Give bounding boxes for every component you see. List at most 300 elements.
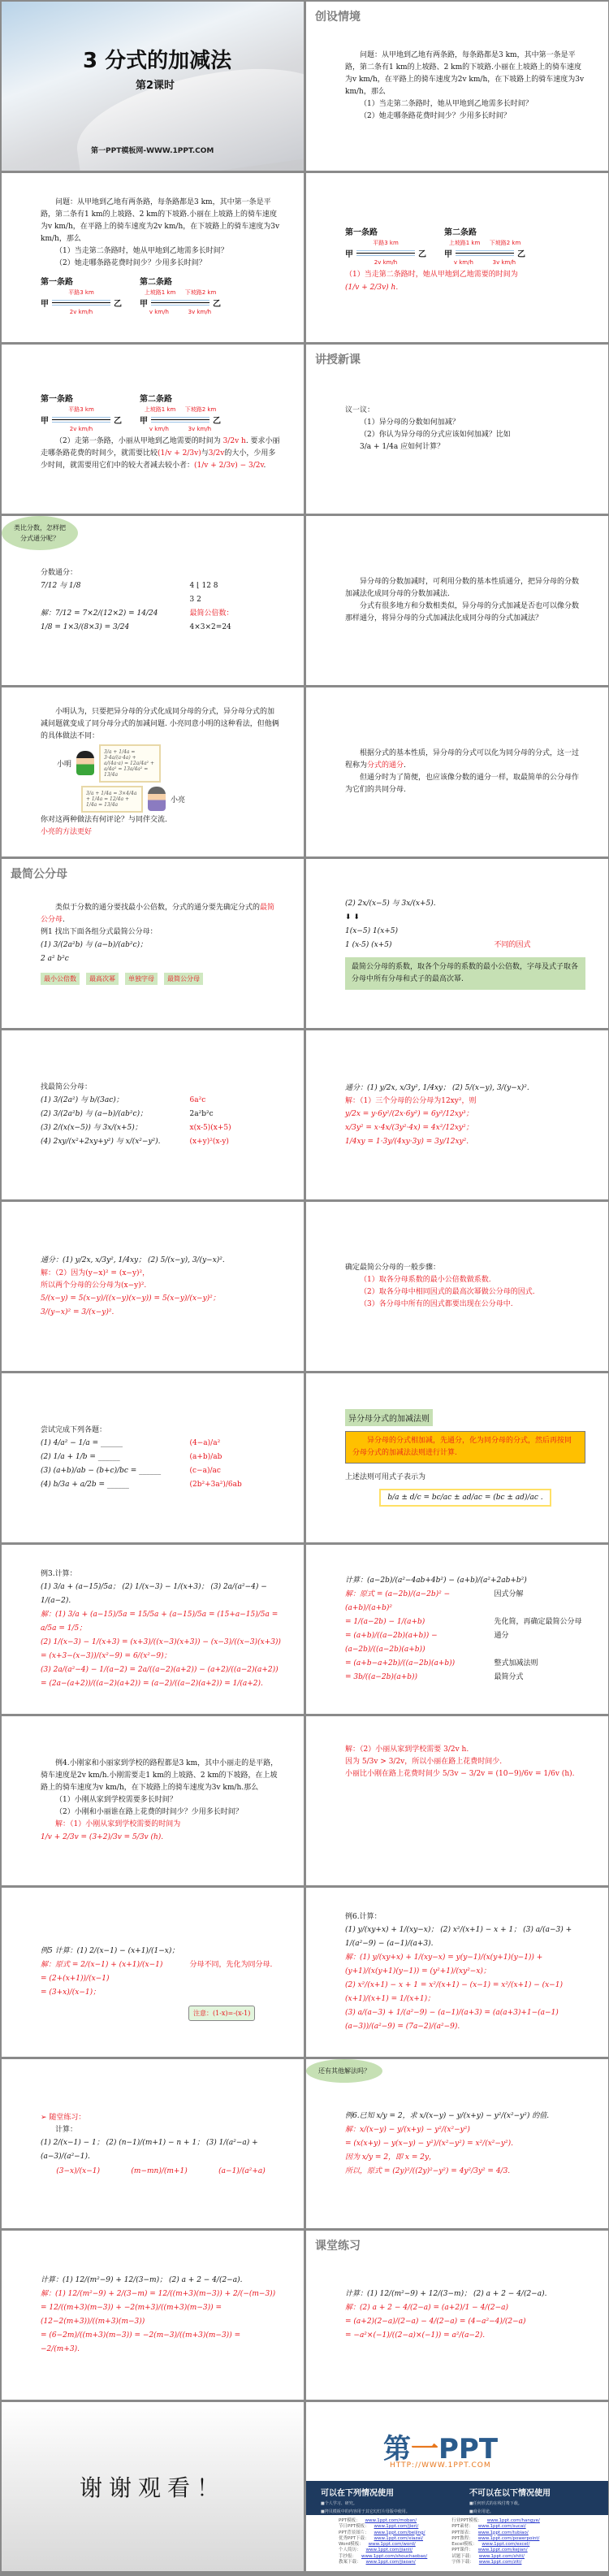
road-line [140,297,221,309]
text-line: 例4.小刚家和小丽家到学校的路程都是3 km，其中小丽走的是平路，骑车速度是2v km/h.小刚需要走1 km的上坡路、2 km的下坡路，在上坡路上的骑车速度为v km/h，在下坡路上的骑车速度为3v km/h.那么 [41,1759,279,1792]
yellow-box: 异分母的分式相加减，先通分，化为同分母的分式，然后再按同分母分式的加减法法则进行计算. [345,1431,585,1464]
formula: 计算：(1) 12/(m²−9) + 12/(3−m)； (2) a + 2 − 4/(2−a). [41,2276,243,2284]
road-bottom-label [140,426,221,432]
annotation: 2a²b²c [189,1109,214,1118]
annotation: 因式分解 [494,1590,524,1598]
text-line: 解：（1）三个分母的公分母为12xy²，则 [345,1096,477,1105]
formula: (1) 3/(2a²b) 与 (a−b)/(ab²c)； [41,941,148,949]
label: 上坡路1 km [144,405,176,413]
formula: 计算：(1) 12/(m²−9) + 12/(3−m)； (2) a + 2 − 4/(2−a). [345,2290,547,2298]
formula: (3) (a+b)/ab − (b+c)/bc = ______ [41,1466,162,1475]
start-point: 甲 [140,416,148,426]
link-column [339,2518,427,2565]
text-line: ➢ 随堂练习： [41,2114,86,2122]
label-box: 异分母分式的加减法则 [345,1409,433,1426]
end-point: 乙 [418,250,426,259]
text-line: 找最简公分母： [41,1082,93,1091]
answer: (m−mn)/(m+1) [131,2167,188,2175]
logo-part: PPT [438,2433,499,2465]
thanks-text: 谢谢观看！ [79,2474,226,2501]
link-row [451,2560,540,2565]
road-top-label [444,239,525,247]
cannot-use [469,2486,594,2514]
link[interactable]: www.1ppt.com/word/ [368,2542,416,2548]
formula: (1) 3/(2a²) 与 b/(3ac)； [41,1095,123,1104]
link-row [451,2524,540,2530]
slide-body [41,2231,281,2400]
link-label: PPT课件： [451,2548,473,2553]
text-run: . [263,461,266,470]
annotation: 4 ⌊ 12 8 [189,581,218,590]
road-1 [41,275,122,315]
link[interactable]: www.1ppt.com/jianli/ [365,2548,413,2553]
answer: (a−1)/(a²+a) [218,2167,266,2175]
text-run: 3/2v h [222,436,246,445]
answer-row [41,2167,281,2175]
slide-28[interactable] [306,2231,608,2400]
paragraph [41,902,281,926]
slide-body [41,1373,281,1542]
answer: (3−x)/(x−1) [56,2167,100,2175]
usage-band [306,2481,608,2515]
text-run: 的大小，少用多少时间，就需要用它们中的较大者减去较小者： [41,449,276,470]
road-top-label [140,405,221,414]
formula-row [41,593,281,607]
formula-row [41,579,281,593]
link-label: Excel模板： [451,2542,477,2548]
start-point: 甲 [444,250,452,259]
link-label: PPT模板： [339,2518,361,2523]
link-row [339,2524,427,2530]
slide-2[interactable] [306,2,608,171]
formula: = (x(x+y) − y(x−y) − y²)/(x²−y²) = x²/(x²−y²). [345,2139,513,2148]
link-row [451,2554,540,2560]
text-run: 分式的通分 [367,761,404,770]
text-line: （2）你认为异分母的分式应该如何加减？比如 [360,431,511,439]
text-line: （1）当走第二条路时，她从甲地到乙地需要的时间为 [345,271,518,279]
slide-heading: 创设情境 [315,11,361,24]
slide-9[interactable] [2,687,304,856]
formula-row [345,1629,585,1657]
text-line: 小丽比小刚在路上花费时间少 5/3v − 3/2v = (10−9)/6v = 1/6v (h). [345,1770,575,1778]
link[interactable]: www.1ppt.com/powerpoint/ [477,2535,540,2541]
formula: 7/12 与 1/8 [41,581,81,590]
slide-14[interactable] [306,1030,608,1199]
link-list [339,2518,592,2565]
annotation: 6a²c [189,1095,206,1104]
text-run: 3/2v [208,449,225,458]
link[interactable]: www.1ppt.com/jiaoan/ [365,2560,416,2565]
text-line: 上述法则可用式子表示为 [345,1473,426,1481]
text-run: 根据分式的基本性质，异分母的分式可以化为同分母的分式，这一过程称为 [345,749,580,770]
slide-heading: 课堂练习 [315,2240,361,2253]
formula-row [41,1478,281,1492]
formula: (1) y/(xy+x) + 1/(xy−x)； (2) x²/(x+1) − x + 1； (3) a/(a−3) + 1/(a²−9) − (a−1)/(a+3). [345,1925,572,1948]
formula: = 1/(a−2b) − 1/(a+b) [345,1618,425,1626]
slide-7[interactable] [2,516,304,685]
formula: = (6−2m)/((m+3)(m−3)) = −2(m−3)/((m+3)(m−3)) = −2/(m+3). [41,2331,241,2353]
start-point: 甲 [140,300,148,309]
text-line: 分式有很多地方和分数相类似，异分母的分式加减是否也可以像分数那样通分，将异分母的分式加减法化成同分母的分式加减法？ [345,602,580,622]
road-bottom-label [41,309,122,315]
link-label: PPT教程： [451,2535,473,2541]
label: v km/h [149,425,169,432]
formula: 因为 x/y = 2，即 x = 2y， [345,2153,437,2162]
logo-url: HTTP://WWW.1PPT.COM [390,2461,491,2470]
annotation: 分母不同，先化为同分母. [189,1961,273,1969]
annotation: 先化简，再确定最简公分母 [494,1618,582,1626]
can-use-item: ■个人学习、研究。 [321,2501,357,2506]
slide-23[interactable] [2,1888,304,2057]
solution-board: 3/a + 1/4a = 3×4/4a + 1/4a = 12/4a + 1/4a = 13/4a [81,786,143,813]
answer: 最小公倍数 [41,973,80,985]
formula-row [345,1671,585,1685]
slide-18[interactable] [306,1373,608,1542]
text-line: （1）当走第二条路时，她从甲地到乙地需多长时间？ [360,100,533,108]
annotation: (4−a)/a² [189,1438,221,1447]
slide-body [41,1202,281,1371]
annotation: (c−a)/ac [189,1466,221,1475]
link[interactable]: www.1ppt.com/jieri/ [374,2524,419,2530]
annotation: x(x-5)(x+5) [189,1123,231,1132]
road-diagram [41,275,281,315]
solution-board: 3/a + 1/4a = 3·4a/(a·4a) + a/(4a·a) = 12a/4a² + a/4a² = 13a/4a² = 13/4a [99,744,161,783]
road-line [41,414,122,426]
formula: = 12/((m+3)(m−3)) + −2(m+3)/((m+3)(m−3)) = (12−2(m+3))/((m+3)(m−3)) [41,2304,222,2326]
text-line: 尝试完成下列各题： [41,1425,107,1434]
link-label: 优秀PPT下载： [339,2535,369,2541]
link-row [339,2554,427,2560]
road-diagram [41,392,281,432]
link[interactable]: www.1ppt.com/moban/ [365,2518,417,2523]
road-top-label [41,405,122,414]
formula: 5/(x−y) = 5(x−y)/((x−y)(x−y)) = 5(x−y)/(x−y)²； [41,1294,220,1303]
label: 2v km/h [69,425,93,432]
formula-row [41,1437,281,1451]
formula-row [345,1588,585,1615]
label: 平路3 km [68,405,94,413]
formula: = (x+3−(x−3))/(x²−9) = 6/(x²−9)； [41,1651,171,1660]
link-label: PPT素材： [451,2524,473,2530]
annotation: 整式加减法则 [494,1659,538,1667]
thought-bubble: 还有其他解法吗？ [306,2059,382,2083]
formula-row [41,1121,281,1135]
formula: (2) 2x/(x−5) 与 3x/(x+5). [345,900,436,908]
formula: x/3y² = x·4x/(3y²·4x) = 4x²/12xy²； [345,1123,473,1132]
answer: 单独字母 [125,973,158,985]
answer: 最简公分母 [164,973,203,985]
text-run: . 要求小丽走哪条路花费的时间少，就需要比较 [41,436,280,458]
text-line: 异分母的分数加减时，可利用分数的基本性质通分，把异分母的分数加减法化成同分母的分数加减法. [345,578,580,598]
road-title: 第二条路 [444,228,477,237]
formula-row [345,939,585,952]
text-line: 3/a + 1/4a 应如何计算？ [360,443,445,451]
slide-body [41,1888,281,2057]
link[interactable]: www.1ppt.com/shiti/ [478,2553,525,2559]
slide-3[interactable] [2,173,304,342]
link[interactable]: www.1ppt.com/tubiao/ [477,2530,529,2535]
formula: (2) 3/(2a²b) 与 (a−b)/(ab²c)； [41,1109,148,1118]
slide-16[interactable] [306,1202,608,1371]
slide-body [345,859,585,1028]
road-bar [151,300,209,306]
formula: = (a+b)/((a−2b)(a+b)) − (a−2b)/((a−2b)(a+b)) [345,1632,438,1654]
text-line: （3）各分母中所有的因式都要出现在公分母中. [360,1300,513,1308]
text-line: 因为 5/3v > 3/2v，所以小丽在路上花费时间少. [345,1758,503,1766]
formula: ⬇ ⬇ [345,913,360,922]
logo-part: 第 [383,2433,411,2465]
paragraph [41,436,281,472]
slide-12[interactable] [306,859,608,1028]
annotation: 最简公倍数： [189,609,234,618]
slide-body [41,345,281,514]
slide-17[interactable] [2,1373,304,1542]
cannot-use-item: ■商业用途。 [469,2509,494,2514]
label: 3v km/h [492,259,516,266]
text-run: （2）走第一条路，小丽从甲地到乙地需要的时间为 [55,436,223,445]
formula: (3) 2/(x(x−5)) 与 3x/(x+5)； [41,1123,142,1132]
formula: 计算：(a−2b)/(a²−4ab+4b²) − (a+b)/(a²+2ab+b²) [345,1576,527,1585]
label: 平路3 km [68,289,94,296]
formula: = −a²×(−1)/((2−a)×(−1)) = a²/(a−2). [345,2331,486,2340]
formula: (2) 1/(x−3) − 1/(x+3) = (x+3)/((x−3)(x+3)) − (x−3)/((x−3)(x+3)) [41,1637,281,1646]
label: 下坡路2 km [184,289,217,296]
text-run: . [63,916,65,924]
link[interactable]: www.1ppt.com/xiazai/ [374,2535,424,2541]
greenbox-box: 最简公分母的系数，取各个分母的系数的最小公倍数，字母及式子取各分母中所有分母和式子的最高次幂. [345,957,585,990]
formula-row [41,1958,281,1972]
logo-dash: 一 [411,2433,438,2465]
slide-20[interactable] [306,1545,608,1714]
annotation: 不同的因式 [494,941,531,949]
text-run: 最简公分母 [41,904,275,924]
annotation: (a+b)/ab [189,1452,222,1461]
link-column [451,2518,540,2565]
formula: = (a+2)(2−a)/(2−a) − 4/(2−a) = (4−a²−4)/(2−a) [345,2318,526,2326]
text-line: 确定最简公分母的一般步骤： [345,1264,441,1272]
road-bottom-label [444,259,525,266]
start-point: 甲 [41,416,49,426]
link[interactable]: www.1ppt.com/shouchaobao/ [361,2553,428,2559]
slide-body [345,1202,585,1371]
annotation: 最简分式 [494,1673,524,1681]
end-point: 乙 [213,416,221,426]
text-run: (1/v + 2/3v) − 3/2v [194,461,264,470]
formula: 1 (x-5) (x+5) [345,941,392,949]
end-point: 乙 [213,300,221,309]
formula-row [345,1657,585,1671]
road-1 [41,392,122,432]
slide-19[interactable] [2,1545,304,1714]
road-line [41,297,122,309]
slide-body [345,1716,585,1885]
label: v km/h [453,259,473,266]
formula: (3) a/(a−3) + 1/(a²−9) − (a−1)/(a+3) = (a(a+3)+1−(a−1)(a−3))/(a²−9) = (7a−2)/(a²−9). [345,2008,559,2031]
link[interactable]: www.1ppt.com/ziti/ [478,2560,522,2565]
link-row [339,2548,427,2553]
text-line: （2）小刚和小丽谁在路上花费的时间少？少用多长时间？ [55,1807,243,1816]
road-title: 第一条路 [41,394,73,404]
road-bar [52,300,110,306]
formula: 1/4xy = 1·3y/(4xy·3y) = 3y/12xy². [345,1137,469,1146]
slide-body [41,2059,281,2228]
can-use-item: ■拷贝模板中的内容用于其它幻灯片母版中使用。 [321,2509,410,2514]
road-line [140,414,221,426]
label: 上坡路1 km [144,289,176,296]
text-line: 小亮的方法更好 [41,827,93,836]
road-title: 第一条路 [345,228,378,237]
text-line: （1）异分母的分数如何加减？ [360,418,460,427]
formula: 所以，原式 = (2y)²/((2y)²−y²) = 4y²/3y² = 4/3. [345,2166,511,2175]
text-line: （1）取各分母系数的最小公倍数做系数. [360,1276,491,1284]
student-name: 小明 [57,760,72,769]
text-line: （2）她走哪条路花费时间少？少用多长时间？ [55,259,206,267]
slide-body [345,1545,585,1714]
formula: 解：(1) 3/a + (a−15)/5a = 15/5a + (a−15)/5a = (15+a−15)/5a = a/5a = 1/5； [41,1610,279,1633]
link-label: 个人简历： [339,2548,361,2553]
formula: 1/8 = 1×3/(8×3) = 3/24 [41,622,130,631]
slide-27[interactable] [2,2231,304,2400]
slide-25[interactable] [2,2059,304,2228]
formula: (3) 2a/(a²−4) − 1/(a−2) = 2a/((a−2)(a+2)) − (a+2)/((a−2)(a+2)) [41,1665,279,1674]
road-title: 第二条路 [140,394,172,404]
slide-22[interactable] [306,1716,608,1885]
thought-bubble: 类比分数，怎样把分式通分呢？ [2,516,78,550]
formula: (1/v + 2/3v) h. [345,284,399,292]
formula: = 3b/((a−2b)(a+b)) [345,1673,418,1681]
text-line: （1）小刚从家到学校需要多长时间？ [55,1795,177,1804]
road-2 [444,225,525,266]
slide-5[interactable] [2,345,304,514]
text-line: 例1 找出下面各组分式最简公分母： [41,928,158,936]
slide-29[interactable] [2,2402,304,2571]
fbox-box: b/a ± d/c = bc/ac ± ad/ac = (bc ± ad)/ac . [379,1489,551,1507]
text-line: （1）当走第二条路时，她从甲地到乙地需多长时间？ [55,247,228,255]
slide-10[interactable] [306,687,608,856]
text-run: (1/v + 2/3v) [158,449,201,458]
slide-body [345,173,585,342]
slide-13[interactable] [2,1030,304,1199]
text-run: 类似于分数的通分要找最小公倍数，分式的通分要先确定分式的 [55,904,261,912]
slide-body [345,687,585,856]
formula-row [41,1451,281,1464]
formula: 例6.已知 x/y = 2，求 x/(x−y) − y/(x+y) − y²/(x²−y²) 的值. [345,2111,550,2120]
formula: 解：原式 = (a−2b)/(a−2b)² − (a+b)/(a+b)² [345,1590,451,1612]
slide-4[interactable] [306,173,608,342]
text-run: . [404,761,406,770]
text-line: 解：（2）小丽从家到学校需要 3/2v h. [345,1746,469,1754]
formula: 2 a² b²c [41,955,69,963]
formula: 解：(2) a + 2 − 4/(2−a) = (a+2)/1 − 4/(2−a) [345,2304,508,2312]
road-bottom-label [140,309,221,315]
link-label: 手抄报： [339,2553,357,2559]
slide-8[interactable] [306,516,608,685]
formula: 3/(y−x)² = 3/(x−y)². [41,1308,114,1316]
text-line: 所以两个分母的公分母为(x−y)². [41,1281,147,1290]
text-line: （2）她走哪条路花费时间少？少用多长时间？ [360,112,511,120]
slide-21[interactable] [2,1716,304,1885]
text-line: 但通分时为了简便，也应该像分数的通分一样，取最简单的公分母作为它们的共同分母. [345,774,580,794]
formula: 例5 计算：(1) 2/(x−1) − (x+1)/(1−x)； [41,1947,179,1955]
road-line [444,247,525,259]
text-run: 与 [201,449,209,458]
text-line: 解：（1）小刚从家到学校需要的时间为 [55,1819,181,1828]
formula: 通分：(1) y/2x, x/3y², 1/4xy； (2) 5/(x−y), 3/(y−x)². [41,1255,225,1264]
annotation: 通分 [494,1632,509,1640]
slide-11[interactable] [2,859,304,1028]
slide-body [345,1030,585,1199]
link[interactable]: www.1ppt.com/excel/ [482,2542,530,2548]
tag-row [41,973,281,985]
link[interactable]: www.1ppt.com/beijing/ [374,2530,425,2535]
cannot-use-title: 不可以在以下情况使用 [469,2489,551,2498]
road-diagram [345,225,585,266]
link-label: 字体下载： [451,2560,474,2565]
can-use [321,2486,445,2514]
slide-body [41,1716,281,1885]
text-line: 计算： [55,2126,78,2134]
footer-url: 第一PPT模板网-WWW.1PPT.COM [91,147,214,155]
formula: 1(x−5) 1(x+5) [345,927,399,935]
slide-body [345,2059,585,2228]
formula-row [41,1135,281,1149]
link-row [451,2530,540,2536]
answer: 最高次幂 [86,973,119,985]
formula: (2) x²/(x+1) − x + 1 = x²/(x+1) − (x−1) = x²/(x+1) − (x−1)(x+1)/(x+1) = 1/(x+1)； [345,1980,563,2003]
student-right [81,786,281,813]
slide-body [345,345,585,514]
formula: = (a+b−a+2b)/((a−2b)(a+b)) [345,1659,456,1667]
formula: 解：原式 = 2/(x−1) + (x+1)/(x−1) [41,1961,163,1969]
slide-heading: 讲授新课 [315,353,361,366]
slide-1[interactable] [2,2,304,171]
text-line: 议一议： [345,406,375,414]
slide-6[interactable] [306,345,608,514]
slide-24[interactable] [306,1888,608,2057]
road-top-label [41,288,122,297]
formula-row [41,621,281,635]
slide-26[interactable] [306,2059,608,2228]
link[interactable]: www.1ppt.com/hangye/ [486,2518,540,2523]
slide-body [41,859,281,1028]
label: 上坡路1 km [448,240,481,246]
link-row [339,2560,427,2565]
end-point: 乙 [517,250,525,259]
slide-body [345,516,585,685]
slide-body [345,1373,585,1542]
student-avatar-icon [148,787,166,811]
slide-30[interactable] [306,2402,608,2571]
formula-row [41,1094,281,1108]
slide-body [41,173,281,342]
link-row [339,2530,427,2536]
formula: (2) 1/a + 1/b = ______ [41,1452,120,1461]
formula: y/2x = y·6y²/(2x·6y²) = 6y³/12xy³； [345,1109,473,1118]
link[interactable]: www.1ppt.com/kejian/ [477,2548,528,2553]
label: 2v km/h [69,309,93,315]
road-title: 第二条路 [140,278,172,287]
text-line: 分数通分： [41,568,78,577]
label: 下坡路2 km [489,240,521,246]
formula: (1) 4/a² − 1/a = ______ [41,1438,123,1447]
slide-15[interactable] [2,1202,304,1371]
link-label: 行业PPT模板： [451,2518,482,2523]
formula-row [345,1615,585,1629]
link[interactable]: www.1ppt.com/sucai/ [477,2524,526,2530]
formula: 解：(1) 12/(m²−9) + 2/(3−m) = 12/((m+3)(m−3)) + 2/(−(m−3)) [41,2290,276,2298]
cannot-use-item: ■任何形式的在线付费下载。 [469,2501,522,2506]
link-label: 节日PPT模板： [339,2524,369,2530]
